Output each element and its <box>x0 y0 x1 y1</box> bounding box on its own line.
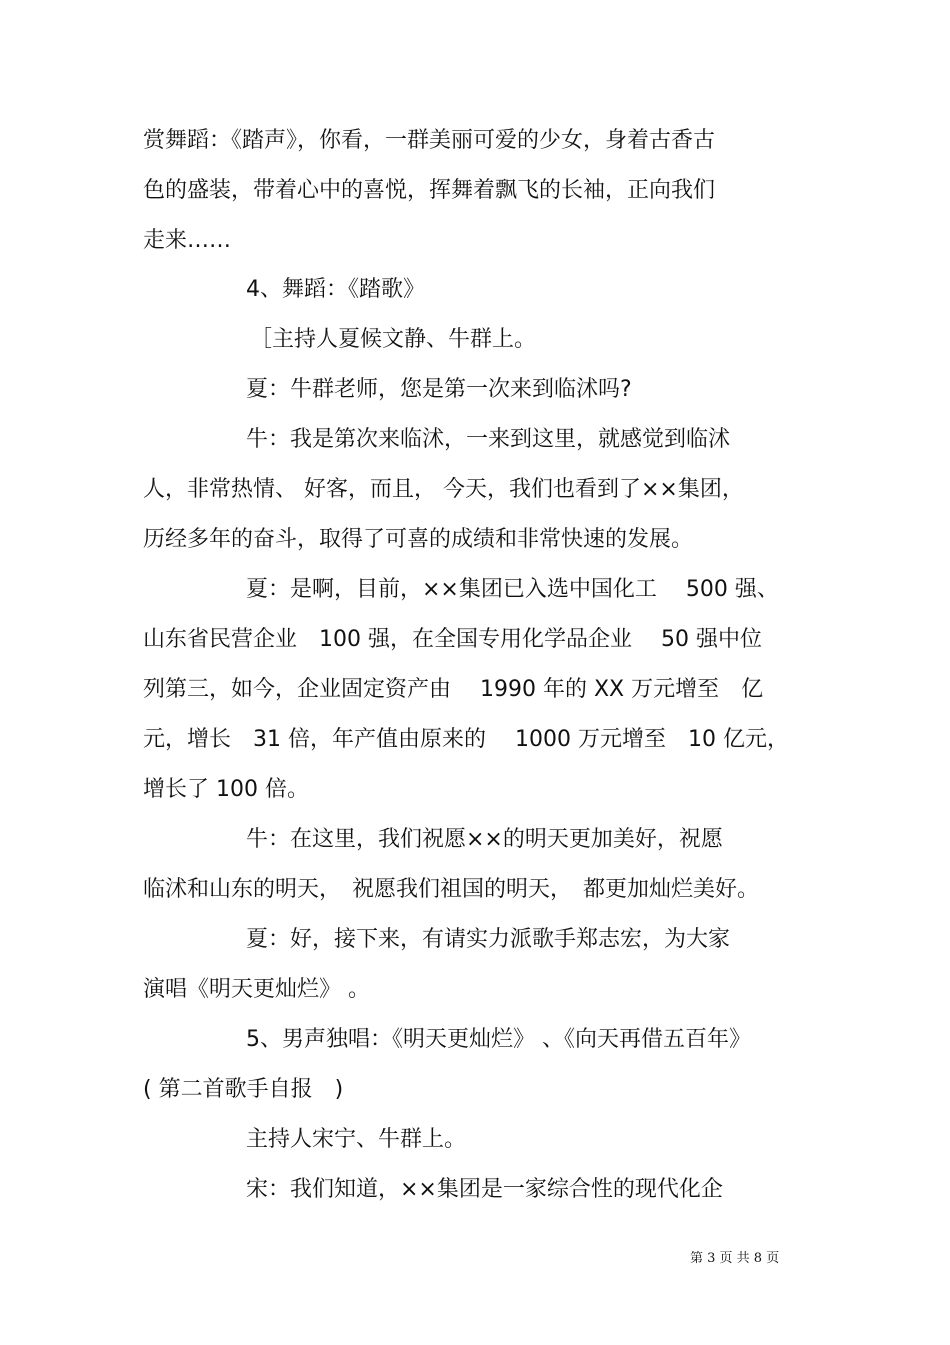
text-line: 人，非常热情、 好客，而且， 今天，我们也看到了××集团， <box>143 477 744 502</box>
text-line: 历经多年的奋斗，取得了可喜的成绩和非常快速的发展。 <box>143 527 694 552</box>
text-line: 走来…… <box>143 228 232 253</box>
dialogue-line: 夏：好，接下来，有请实力派歌手郑志宏，为大家 <box>246 927 731 952</box>
text-line: 赏舞蹈：《踏声》，你看，一群美丽可爱的少女，身着古香古 <box>143 128 716 153</box>
dialogue-line: 牛：在这里，我们祝愿××的明天更加美好，祝愿 <box>246 827 723 852</box>
text-line: 临沭和山东的明天， 祝愿我们祖国的明天， 都更加灿烂美好。 <box>143 877 760 902</box>
page-footer: 第 3 页 共 8 页 <box>690 1251 780 1266</box>
text-line: 元，增长 31 倍，年产值由原来的 1000 万元增至 10 亿元， <box>143 727 789 752</box>
text-line: ( 第二首歌手自报 ) <box>143 1077 344 1102</box>
section-heading: 5、男声独唱：《明天更灿烂》 、《向天再借五百年》 <box>246 1027 751 1052</box>
dialogue-line: 夏：牛群老师，您是第一次来到临沭吗? <box>246 377 632 402</box>
text-line: 演唱《明天更灿烂》 。 <box>143 977 370 1002</box>
text-line: 色的盛装，带着心中的喜悦，挥舞着飘飞的长袖，正向我们 <box>143 178 716 203</box>
dialogue-line: 夏：是啊，目前，××集团已入选中国化工 500 强、 <box>246 577 779 602</box>
dialogue-line: 牛：我是第次来临沭，一来到这里，就感觉到临沭 <box>246 427 731 452</box>
stage-direction: 主持人宋宁、牛群上。 <box>246 1127 467 1152</box>
text-line: 增长了 100 倍。 <box>143 777 309 802</box>
stage-direction: ［主持人夏候文静、牛群上。 <box>250 327 537 352</box>
text-line: 列第三，如今，企业固定资产由 1990 年的 XX 万元增至 亿 <box>143 677 764 702</box>
section-heading: 4、舞蹈：《踏歌》 <box>246 277 425 302</box>
dialogue-line: 宋：我们知道，××集团是一家综合性的现代化企 <box>246 1177 723 1202</box>
text-line: 山东省民营企业 100 强，在全国专用化学品企业 50 强中位 <box>143 627 762 652</box>
